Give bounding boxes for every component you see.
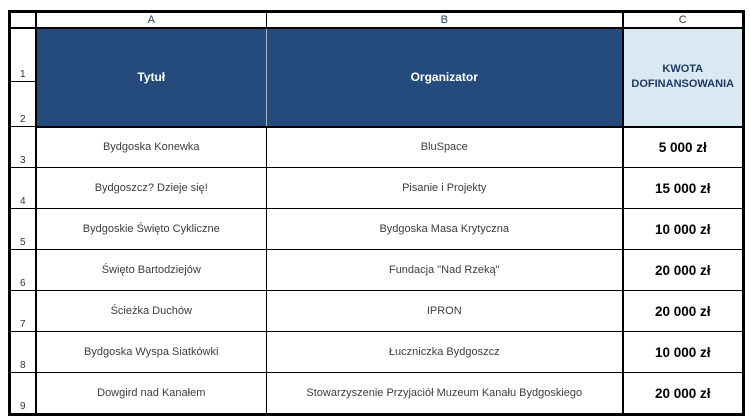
cell-title: Bydgoskie Święto Cykliczne: [36, 209, 267, 250]
column-letter-a: A: [36, 12, 267, 29]
row-number-2: 2: [10, 82, 36, 127]
table-row: [10, 209, 744, 250]
cell-amount: 10 000 zł: [623, 332, 744, 373]
cell-organizer: Bydgoska Masa Krytyczna: [267, 209, 623, 250]
table-row: [10, 291, 744, 332]
header-title: Tytuł: [36, 28, 267, 127]
header-organizer: Organizator: [267, 28, 623, 127]
row-number-1: 1: [10, 28, 36, 82]
row-number: 6: [10, 250, 36, 291]
cell-organizer: IPRON: [267, 291, 623, 332]
row-number: 4: [10, 168, 36, 209]
cell-amount: 20 000 zł: [623, 373, 744, 415]
cell-title: Ścieżka Duchów: [36, 291, 267, 332]
corner-cell: [10, 12, 36, 29]
cell-organizer: Łuczniczka Bydgoszcz: [267, 332, 623, 373]
header-row-1: [10, 28, 744, 82]
cell-title: Święto Bartodziejów: [36, 250, 267, 291]
cell-organizer: Pisanie i Projekty: [267, 168, 623, 209]
cell-amount: 10 000 zł: [623, 209, 744, 250]
cell-title: Dowgird nad Kanałem: [36, 373, 267, 415]
header-amount: KWOTA DOFINANSOWANIA: [623, 28, 744, 127]
row-number: 7: [10, 291, 36, 332]
cell-organizer: BluSpace: [267, 127, 623, 168]
cell-organizer: Fundacja "Nad Rzeką": [267, 250, 623, 291]
cell-amount: 20 000 zł: [623, 291, 744, 332]
cell-amount: 20 000 zł: [623, 250, 744, 291]
row-number: 8: [10, 332, 36, 373]
cell-title: Bydgoszcz? Dzieje się!: [36, 168, 267, 209]
table-row: [10, 127, 744, 168]
column-letter-c: C: [623, 12, 744, 29]
cell-title: Bydgoska Wyspa Siatkówki: [36, 332, 267, 373]
row-number: 5: [10, 209, 36, 250]
cell-organizer: Stowarzyszenie Przyjaciół Muzeum Kanału Bydgoskiego: [267, 373, 623, 415]
column-letter-row: [10, 12, 744, 29]
table-row: [10, 332, 744, 373]
row-number: 9: [10, 373, 36, 415]
funding-table: [8, 10, 745, 416]
row-number: 3: [10, 127, 36, 168]
cell-amount: 15 000 zł: [623, 168, 744, 209]
table-row: [10, 250, 744, 291]
table-row: [10, 373, 744, 415]
table-row: [10, 168, 744, 209]
cell-title: Bydgoska Konewka: [36, 127, 267, 168]
column-letter-b: B: [267, 12, 623, 29]
cell-amount: 5 000 zł: [623, 127, 744, 168]
